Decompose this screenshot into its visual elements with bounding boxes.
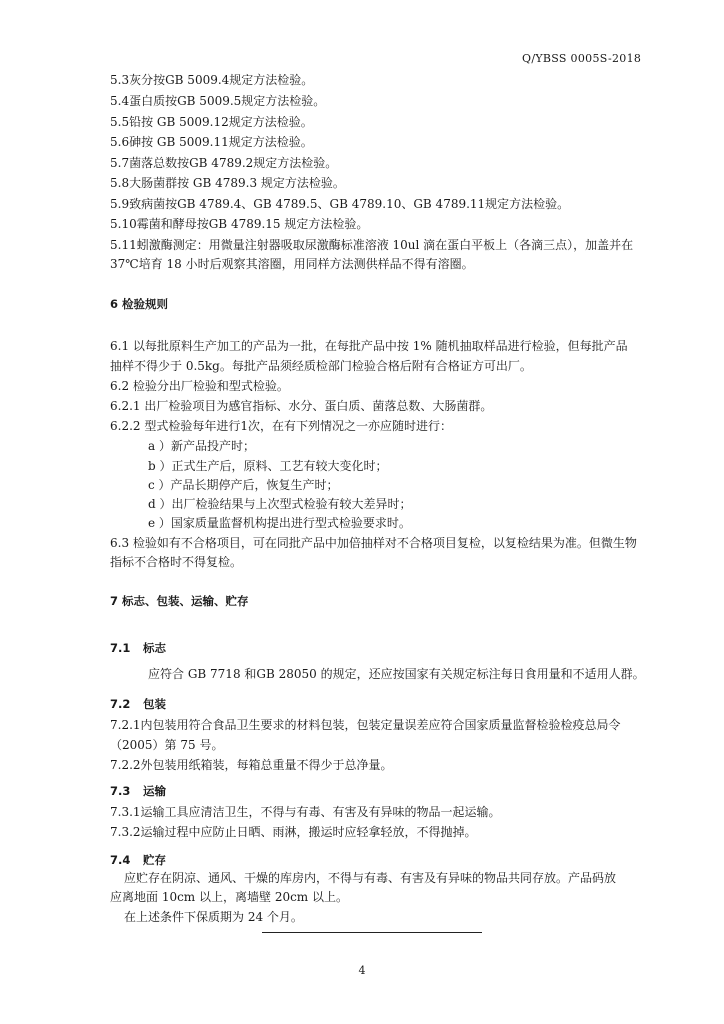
list-item: c ）产品长期停产后，恢复生产时；	[148, 478, 339, 492]
text-line: 5.11蚓激酶测定：用微量注射器吸取尿激酶标准溶液 10ul 滴在蛋白平板上（各滴三点），加盖并在	[110, 238, 634, 252]
paragraph-line: （2005）第 75 号。	[110, 738, 224, 752]
clause-6-2: 6.2 检验分出厂检验和型式检验。	[110, 379, 289, 393]
subsection-number: 7.1	[110, 641, 131, 655]
paragraph-line: 应符合 GB 7718 和GB 28050 的规定，还应按国家有关规定标注每日食用量和不适用人群。	[148, 667, 645, 681]
text-line: 5.9致病菌按GB 4789.4、GB 4789.5、GB 4789.10、GB 4789.11规定方法检验。	[110, 197, 570, 211]
subsection-heading-7-4	[110, 852, 166, 868]
paragraph-line: 6.1 以每批原料生产加工的产品为一批，在每批产品中按 1% 随机抽取样品进行检验，但每批产品	[110, 339, 628, 353]
paragraph-line: 指标不合格时不得复检。	[110, 555, 243, 569]
subsection-number: 7.2	[110, 697, 131, 711]
end-rule	[262, 932, 482, 933]
paragraph-line: 7.3.1运输工具应清洁卫生，不得与有毒、有害及有异味的物品一起运输。	[110, 805, 501, 819]
subsection-title: 贮存	[143, 853, 166, 867]
subsection-title: 标志	[143, 641, 166, 655]
text-line: 5.10霉菌和酵母按GB 4789.15 规定方法检验。	[110, 217, 369, 231]
text-line: 37℃培育 18 小时后观察其溶圈，用同样方法测供样品不得有溶圈。	[110, 257, 474, 271]
paragraph-line: 7.3.2运输过程中应防止日晒、雨淋，搬运时应轻拿轻放，不得抛掉。	[110, 825, 477, 839]
subsection-heading-7-2	[110, 696, 166, 712]
subsection-heading-7-1	[110, 640, 166, 656]
list-item: a ）新产品投产时；	[148, 439, 255, 453]
text-line: 5.8大肠菌群按 GB 4789.3 规定方法检验。	[110, 176, 345, 190]
list-item: d ）出厂检验结果与上次型式检验有较大差异时；	[148, 497, 412, 511]
subsection-heading-7-3	[110, 783, 166, 799]
text-line: 5.6砷按 GB 5009.11规定方法检验。	[110, 135, 313, 149]
paragraph-line: 7.2.2外包装用纸箱装，每箱总重量不得少于总净量。	[110, 758, 393, 772]
page-number: 4	[358, 964, 366, 977]
text-line: 5.5铅按 GB 5009.12规定方法检验。	[110, 115, 313, 129]
clause-6-2-1: 6.2.1 出厂检验项目为感官指标、水分、蛋白质、菌落总数、大肠菌群。	[110, 399, 493, 413]
document-code: Q/YBSS 0005S-2018	[522, 52, 642, 65]
text-line: 5.7菌落总数按GB 4789.2规定方法检验。	[110, 156, 338, 170]
text-line: 5.4蛋白质按GB 5009.5规定方法检验。	[110, 94, 326, 108]
paragraph-line: 7.2.1内包装用符合食品卫生要求的材料包装，包装定量误差应符合国家质量监督检验检疫总局令	[110, 718, 621, 732]
subsection-number: 7.3	[110, 784, 131, 798]
paragraph-line: 应贮存在阴凉、通风、干燥的库房内，不得与有毒、有害及有异味的物品共同存放。产品码放	[124, 871, 617, 885]
subsection-title: 运输	[143, 784, 166, 798]
paragraph-line: 在上述条件下保质期为 24 个月。	[124, 910, 303, 924]
subsection-number: 7.4	[110, 853, 131, 867]
paragraph-line: 应离地面 10cm 以上，离墙壁 20cm 以上。	[110, 890, 348, 904]
section-heading: 6 检验规则	[110, 297, 169, 311]
clause-6-2-2: 6.2.2 型式检验每年进行1次，在有下列情况之一亦应随时进行：	[110, 419, 452, 433]
paragraph-line: 抽样不得少于 0.5kg。每批产品须经质检部门检验合格后附有合格证方可出厂。	[110, 359, 532, 373]
text-line: 5.3灰分按GB 5009.4规定方法检验。	[110, 73, 314, 87]
section-heading: 7 标志、包装、运输、贮存	[110, 594, 249, 608]
subsection-title: 包装	[143, 697, 166, 711]
list-item: e ）国家质量监督机构提出进行型式检验要求时。	[148, 516, 411, 530]
paragraph-line: 6.3 检验如有不合格项目，可在同批产品中加倍抽样对不合格项目复检，以复检结果为准。但微生物	[110, 536, 637, 550]
list-item: b ）正式生产后，原料、工艺有较大变化时；	[148, 459, 388, 473]
